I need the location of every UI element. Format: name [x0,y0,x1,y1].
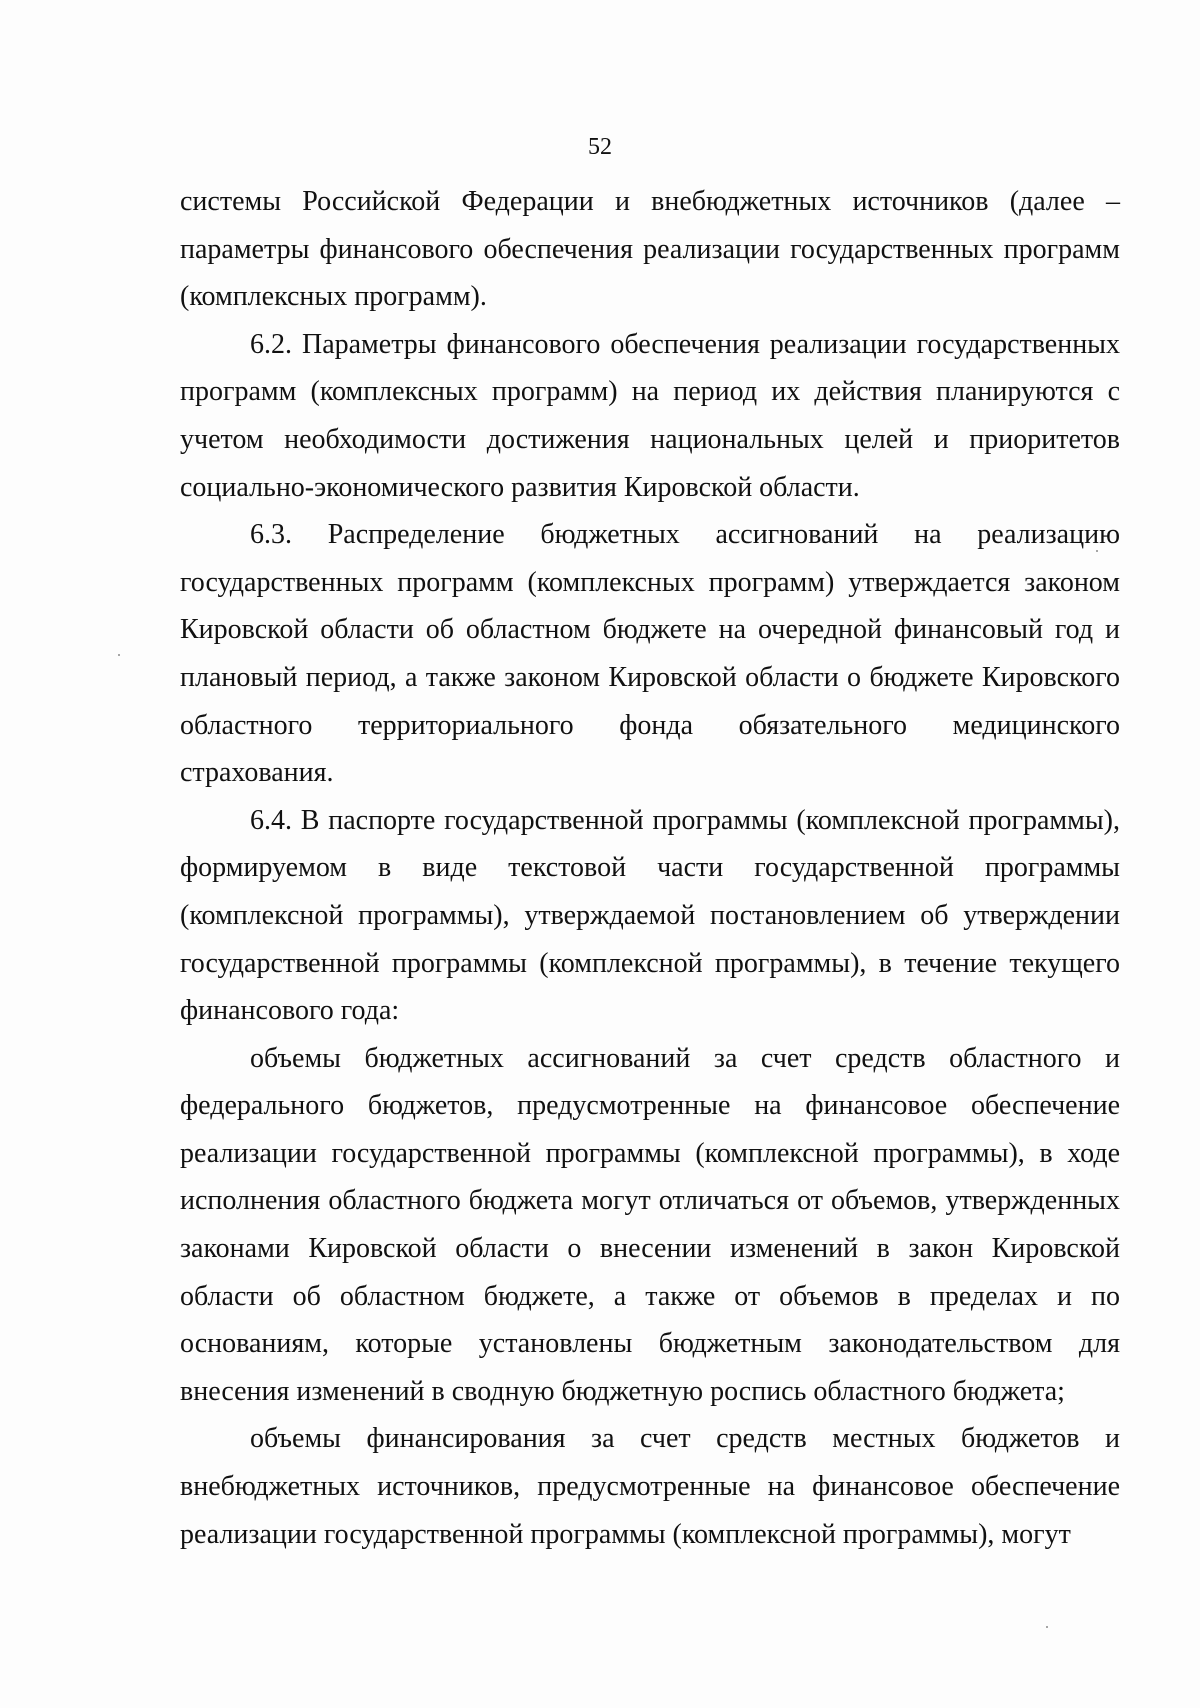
scan-speck [118,654,120,656]
paragraph-continuation: системы Российской Федерации и внебюджетных источников (далее – параметры финансового обеспечения реализации государственных программ (комплексных программ). [180,186,1120,313]
scan-speck [1096,550,1098,552]
page-number: 52 [588,134,612,160]
paragraph-6-3: 6.3. Распределение бюджетных ассигнований на реализацию государственных программ (комплексных программ) утверждается законом Кировской области об областном бюджете на очередной финансовый год и плановый период, а также законом Кировской области о бюджете Кировского областного территориального фонда обязательного медицинского страхования. [180,519,1120,789]
document-body [180,178,1120,1558]
scan-speck [1046,1626,1048,1628]
paragraph-6-2: 6.2. Параметры финансового обеспечения реализации государственных программ (комплексных программ) на период их действия планируются с учетом необходимости достижения национальных целей и приоритетов социально-экономического развития Кировской области. [180,328,1120,503]
paragraph-financing-volumes: объемы финансирования за счет средств местных бюджетов и внебюджетных источников, предусмотренные на финансовое обеспечение реализации государственной программы (комплексной программы), могут [180,1423,1120,1550]
paragraph-budget-allocations: объемы бюджетных ассигнований за счет средств областного и федерального бюджетов, предусмотренные на финансовое обеспечение реализации государственной программы (комплексной программы), в ходе исполнения областного бюджета могут отличаться от объемов, утвержденных законами Кировской области о внесении изменений в закон Кировской области об областном бюджете, а также от объемов в пределах и по основаниям, которые установлены бюджетным законодательством для внесения изменений в сводную бюджетную роспись областного бюджета; [180,1042,1120,1407]
paragraph-6-4: 6.4. В паспорте государственной программы (комплексной программы), формируемом в виде текстовой части государственной программы (комплексной программы), утверждаемой постановлением об утверждении государственной программы (комплексной программы), в течение текущего финансового года: [180,804,1120,1027]
